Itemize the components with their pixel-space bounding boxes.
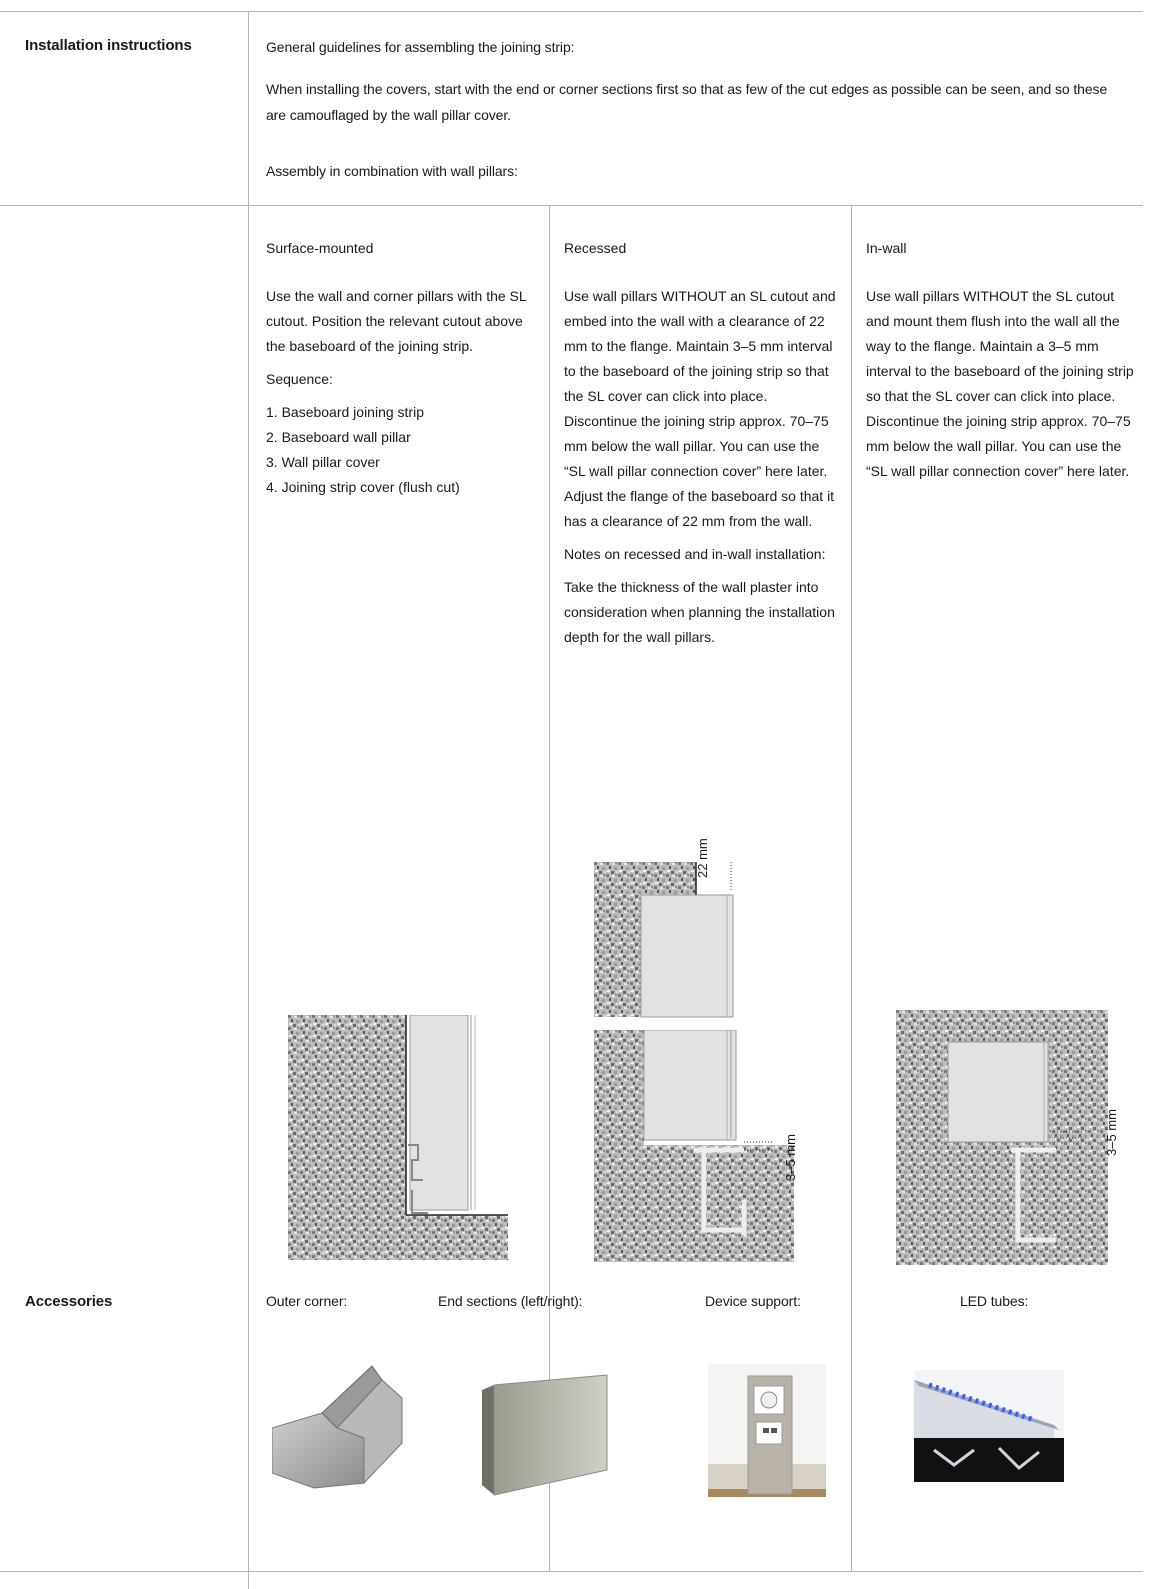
device-support-photo [708,1364,826,1497]
surface-sequence-label: Sequence: [266,371,333,387]
table-border-top [0,11,1143,12]
recessed-diagram-bottom [594,1030,794,1262]
accessory-label-led-tubes: LED tubes: [960,1293,1029,1309]
outer-corner-photo [272,1358,412,1503]
recessed-dim-top: 22 mm [695,838,710,878]
surface-step: 3. Wall pillar cover [266,454,380,470]
accessory-label-end-sections: End sections (left/right): [438,1293,583,1309]
inwall-diagram [896,1010,1136,1265]
recessed-column [564,236,840,650]
col-divider-2 [851,205,852,1571]
guidelines-text: When installing the covers, start with the end or corner sections first so that as few of the cut edges as possible can be seen, and so these are camouflaged by the wall pillar cover. [266,81,1108,123]
recessed-text: Use wall pillars WITHOUT an SL cutout and embed into the wall with a clearance of 22 mm to the flange. Maintain 3–5 mm interval to the baseboard of the joining strip so that the SL cover can click into place. Discontinue the joining strip approx. 70–75 mm below the wall pillar. You can use the “SL wall pillar connection cover” here later. Adjust the flange of the baseboard so that it has a clearance of 22 mm from the wall. [564,288,836,529]
led-tube-photo [914,1370,1064,1482]
recessed-dim-bottom: 3–5 mm [783,1134,798,1181]
installation-instructions-label: Installation instructions [25,37,192,54]
surface-text: Use the wall and corner pillars with the SL cutout. Position the relevant cutout above the baseboard of the joining strip. [266,288,527,354]
surface-step: 2. Baseboard wall pillar [266,429,411,445]
recessed-notes-text: Take the thickness of the wall plaster into consideration when planning the installation depth for the wall pillars. [564,579,835,645]
surface-mounted-diagram [288,1015,508,1260]
recessed-title: Recessed [564,240,627,256]
accessory-label-device-support: Device support: [705,1293,801,1309]
surface-step: 4. Joining strip cover (flush cut) [266,479,460,495]
inwall-dim: 3–5 mm [1104,1109,1119,1156]
surface-mounted-column [266,236,542,500]
guidelines-heading: General guidelines for assembling the joining strip: [266,39,575,55]
recessed-notes-heading: Notes on recessed and in-wall installation: [564,546,826,562]
accessory-label-outer-corner: Outer corner: [266,1293,348,1309]
accessories-label: Accessories [25,1293,113,1310]
surface-title: Surface-mounted [266,240,374,256]
col-divider-1 [549,205,550,1571]
inwall-text: Use wall pillars WITHOUT the SL cutout and mount them flush into the wall all the way to the flange. Maintain a 3–5 mm interval to the baseboard of the joining strip so that the SL cover can click into place. Discontinue the joining strip approx. 70–75 mm below the wall pillar. You can use the “SL wall pillar connection cover” here later. [866,288,1134,479]
combo-heading: Assembly in combination with wall pillars: [266,163,518,179]
table-border-left-col [248,11,249,1589]
row-divider-1 [0,205,1143,206]
end-section-photo [482,1370,612,1500]
recessed-diagram-top [594,862,794,1022]
surface-step: 1. Baseboard joining strip [266,404,424,420]
row-divider-2 [0,1571,1143,1572]
inwall-title: In-wall [866,240,907,256]
inwall-column [866,236,1134,484]
